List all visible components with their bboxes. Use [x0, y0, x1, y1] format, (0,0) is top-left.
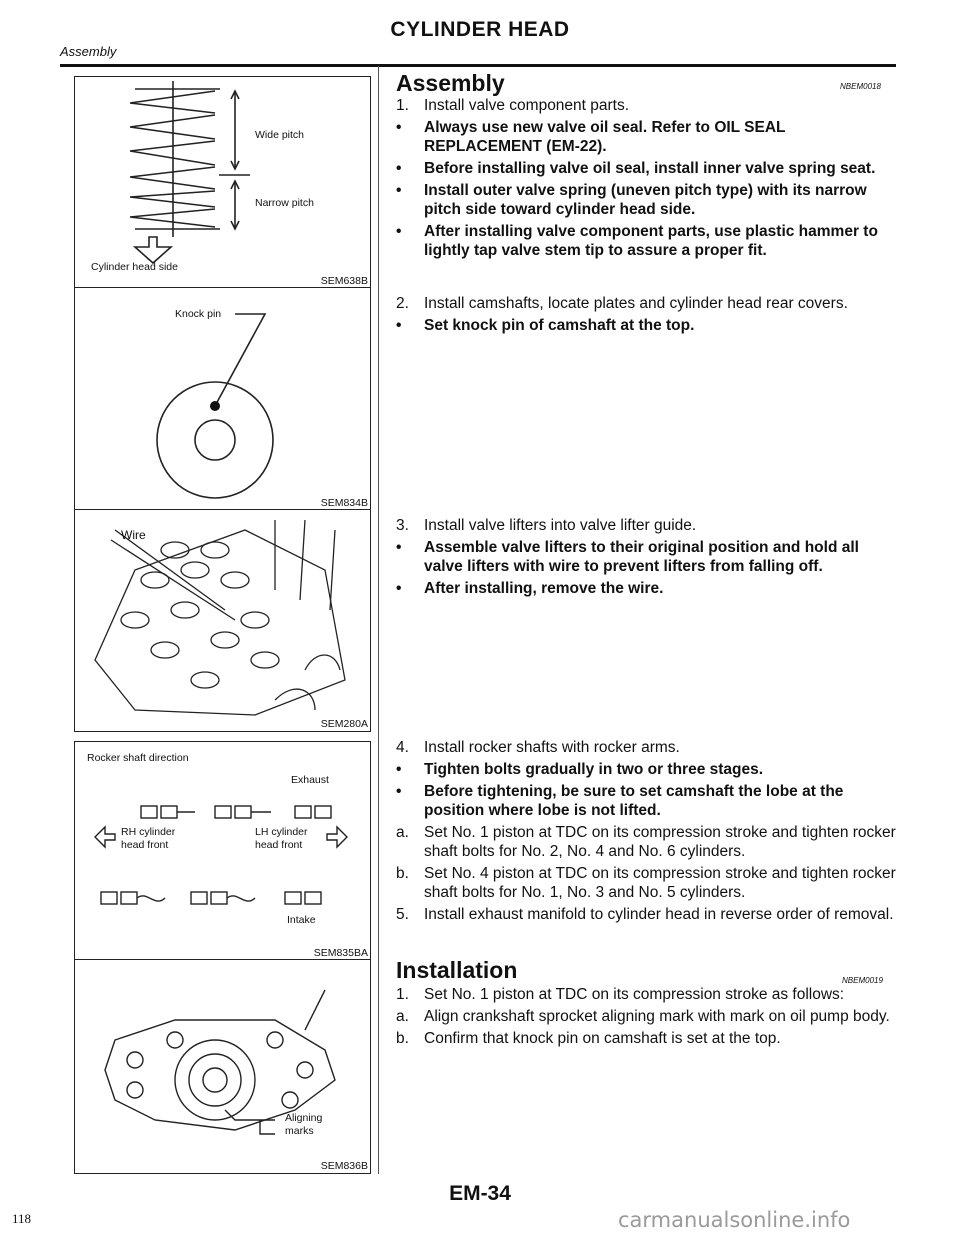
rocker-direction-label: Rocker shaft direction — [87, 752, 189, 764]
aligning-label: Aligning — [285, 1112, 323, 1124]
figure-valve-spring — [74, 76, 371, 289]
figure-valve-lifters-wire — [74, 509, 371, 732]
assembly-bullet: • After installing valve component parts, use plastic hammer to lightly tap valve stem tip to assure a proper fit. — [396, 223, 878, 259]
assembly-step-5: 5. Install exhaust manifold to cylinder head in reverse order of removal. — [396, 906, 894, 923]
installation-step-1: 1. Set No. 1 piston at TDC on its compression stroke as follows: — [396, 986, 845, 1003]
assembly-step-4: 4. Install rocker shafts with rocker arms. — [396, 739, 680, 756]
assembly-step-3: 3. Install valve lifters into valve lifter guide. — [396, 517, 697, 534]
lh-head-front-label: head front — [255, 839, 303, 851]
page-number: EM-34 — [449, 1182, 511, 1205]
assembly-bullet: • Assemble valve lifters to their original position and hold all valve lifters with wire to prevent lifters from falling off. — [396, 539, 859, 575]
marks-label: marks — [285, 1125, 314, 1137]
rh-head-front-label: head front — [121, 839, 169, 851]
page-title: CYLINDER HEAD — [390, 18, 570, 41]
assembly-step-2: 2. Install camshafts, locate plates and cylinder head rear covers. — [396, 295, 848, 312]
assembly-bullet: • Before tightening, be sure to set camshaft the lobe at the position where lobe is not lifted. — [396, 783, 844, 819]
assembly-bullet: • Before installing valve oil seal, install inner valve spring seat. — [396, 160, 876, 177]
assembly-bullet: • After installing, remove the wire. — [396, 580, 664, 597]
valve-spring-drawing — [75, 77, 370, 288]
column-divider — [378, 66, 379, 1174]
valve-lifters-drawing — [75, 510, 370, 731]
assembly-step-1: 1. Install valve component parts. — [396, 97, 630, 114]
figure-code: SEM638B — [320, 275, 368, 287]
narrow-pitch-label: Narrow pitch — [255, 197, 314, 209]
installation-steps — [396, 985, 896, 1051]
installation-substep-b: b. Confirm that knock pin on camshaft is set at the top. — [396, 1030, 781, 1047]
assembly-steps-group-1 — [396, 96, 896, 263]
assembly-steps-group-3 — [396, 516, 896, 601]
assembly-bullet: • Tighten bolts gradually in two or three stages. — [396, 761, 764, 778]
camshaft-end-drawing — [75, 288, 370, 510]
figure-code: SEM280A — [320, 718, 368, 730]
figure-knock-pin — [74, 287, 371, 511]
rh-cylinder-label: RH cylinder — [121, 826, 176, 838]
lh-cylinder-label: LH cylinder — [255, 826, 308, 838]
knock-pin-label: Knock pin — [175, 308, 222, 320]
oil-pump-sprocket-drawing — [75, 960, 370, 1173]
intake-label: Intake — [287, 914, 316, 926]
cylinder-head-side-label: Cylinder head side — [91, 261, 178, 273]
watermark: carmanualsonline.info — [618, 1208, 851, 1232]
assembly-substep-b: b. Set No. 4 piston at TDC on its compression stroke and tighten rocker shaft bolts for No. 1, No. 3 and No. 5 cylinders. — [396, 865, 896, 901]
assembly-steps-group-4 — [396, 738, 896, 927]
running-head: Assembly — [60, 44, 117, 59]
wire-label: Wire — [121, 528, 146, 542]
assembly-steps-group-2 — [396, 294, 896, 338]
installation-substep-a: a. Align crankshaft sprocket aligning mark with mark on oil pump body. — [396, 1008, 890, 1025]
figure-aligning-marks — [74, 959, 371, 1174]
exhaust-label: Exhaust — [291, 774, 329, 786]
assembly-bullet: • Set knock pin of camshaft at the top. — [396, 317, 695, 334]
header-rule — [60, 64, 896, 67]
print-number: 118 — [12, 1211, 32, 1226]
assembly-bullet: • Install outer valve spring (uneven pitch type) with its narrow pitch side toward cylinder head side. — [396, 182, 867, 218]
assembly-substep-a: a. Set No. 1 piston at TDC on its compression stroke and tighten rocker shaft bolts for No. 2, No. 4 and No. 6 cylinders. — [396, 824, 896, 860]
wide-pitch-label: Wide pitch — [255, 129, 305, 141]
assembly-heading: Assembly — [396, 70, 505, 96]
figure-rocker-shaft-direction — [74, 741, 371, 961]
figure-code: SEM835BA — [313, 947, 368, 959]
installation-heading: Installation — [396, 957, 518, 983]
figure-code: SEM834B — [320, 497, 368, 509]
assembly-code: NBEM0018 — [840, 82, 881, 91]
installation-code: NBEM0019 — [842, 976, 883, 985]
assembly-bullet: • Always use new valve oil seal. Refer to OIL SEAL REPLACEMENT (EM-22). — [396, 119, 786, 155]
figure-code: SEM836B — [320, 1160, 368, 1172]
